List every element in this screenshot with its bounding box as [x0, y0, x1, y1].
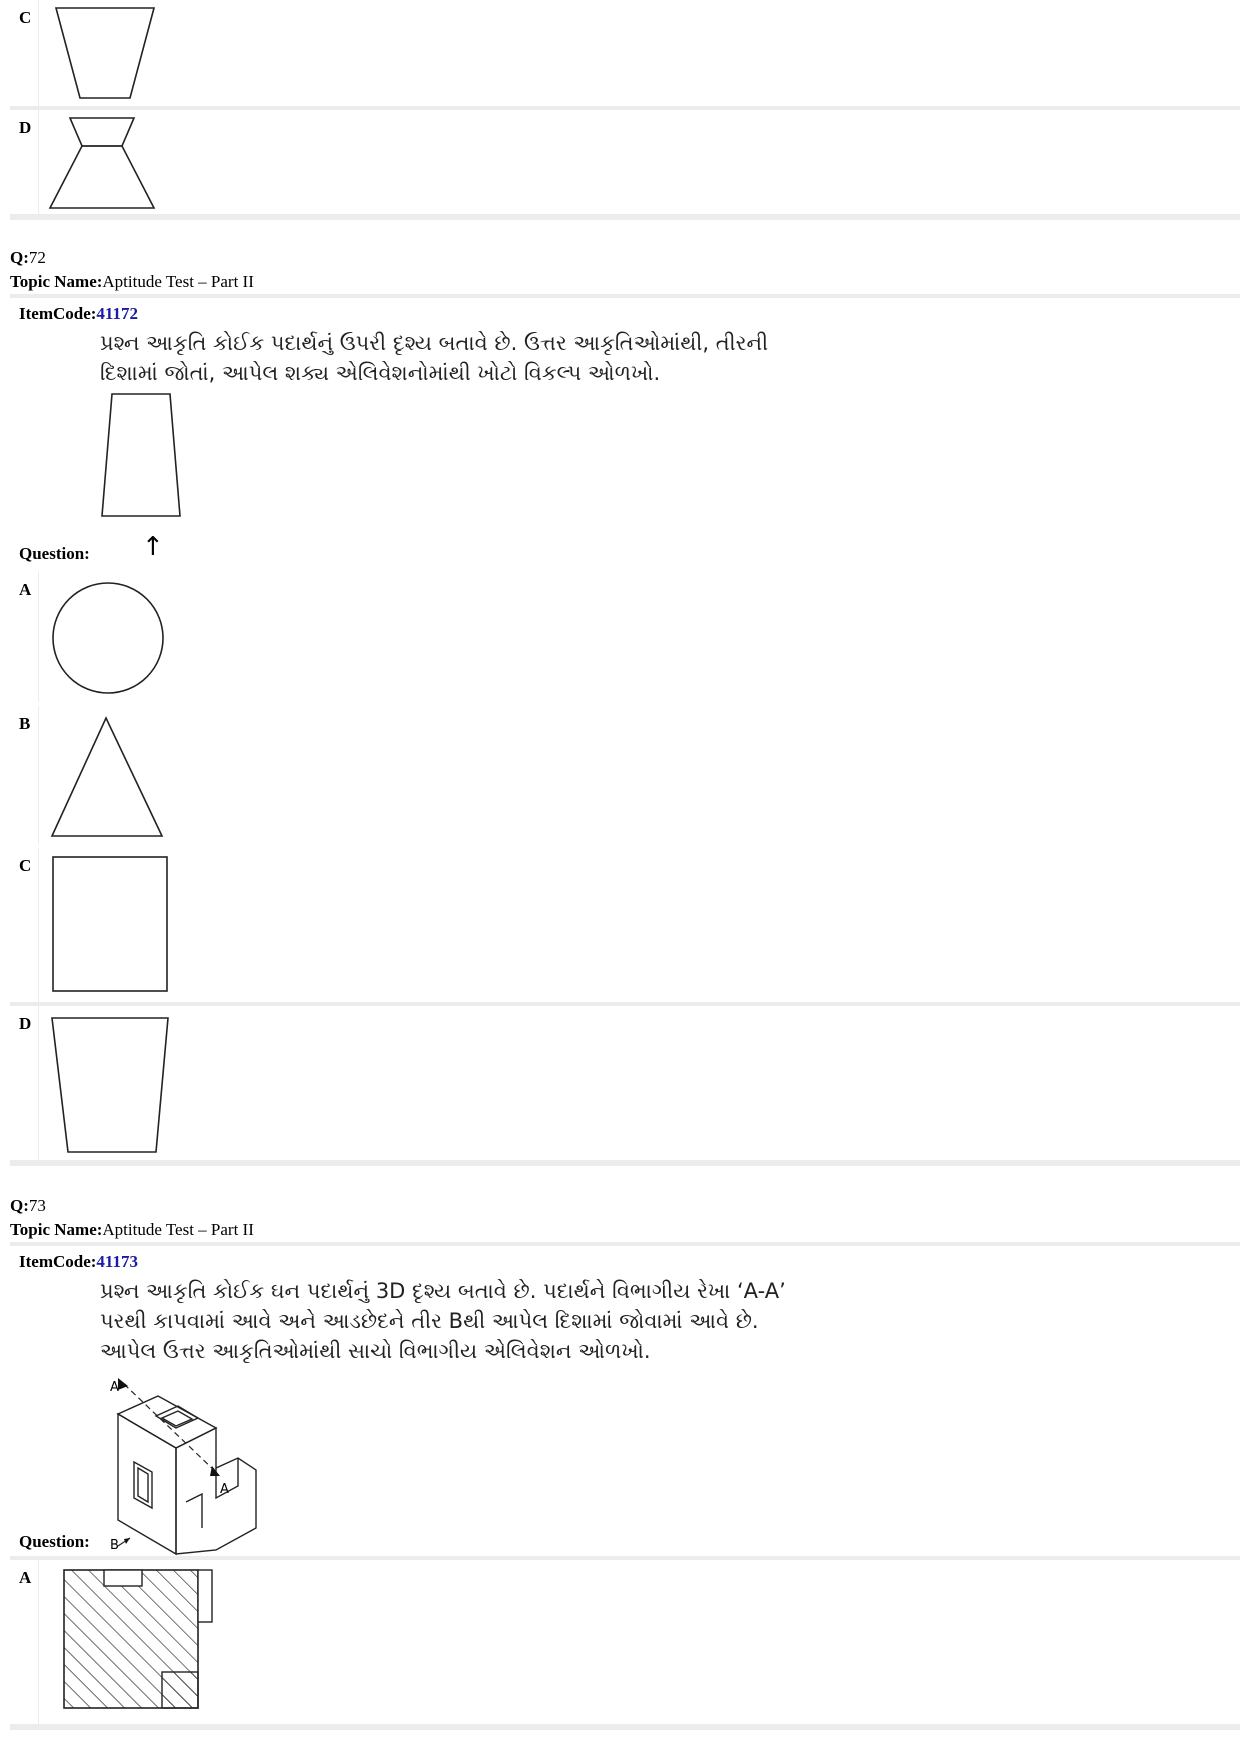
option-row-d[interactable] — [10, 1006, 1240, 1160]
top-view-trapezoid-figure — [100, 394, 200, 520]
option-label: C — [19, 8, 32, 27]
topic-line: Topic Name:Aptitude Test – Part II — [10, 272, 254, 291]
square-figure — [52, 856, 172, 996]
option-label: B — [19, 714, 31, 733]
inverted-trapezoid-figure — [50, 8, 160, 102]
option-label: A — [19, 580, 32, 599]
section-label-a-top: A — [110, 1380, 119, 1395]
question-label: Question: — [19, 544, 90, 563]
arrow-up-icon: ↑ — [142, 532, 164, 562]
prev-options-panel — [10, 0, 1240, 220]
hourglass-figure — [50, 118, 160, 212]
q72-panel — [10, 294, 1240, 1166]
isometric-3d-object-figure — [96, 1378, 296, 1558]
question-header — [10, 1194, 254, 1242]
option-row-a[interactable] — [10, 572, 1240, 702]
question-number-line: Q:72 — [10, 248, 46, 267]
option-label: A — [19, 1568, 32, 1587]
question-text: પ્રશ્ન આકૃતિ કોઈક પદાર્થનું ઉપરી દૃશ્ય બતાવે છે. ઉત્તર આકૃતિઓમાંથી, તીરની દિશામાં જોતાં, આપેલ શક્ય એલિવેશનોમાંથી ખોટો વિકલ્પ ઓળખો. — [100, 331, 769, 385]
option-label: D — [19, 1014, 32, 1033]
option-row-c[interactable] — [10, 0, 1240, 106]
circle-figure — [52, 582, 168, 698]
option-label: D — [19, 118, 32, 137]
q73-panel — [10, 1242, 1240, 1730]
inverted-trapezoid-figure — [50, 1016, 176, 1156]
option-row-c[interactable] — [10, 848, 1240, 1002]
itemcode: ItemCode:41173 — [19, 1252, 138, 1271]
section-label-a-mid: A — [220, 1482, 229, 1497]
option-row-d[interactable] — [10, 110, 1240, 214]
question-label: Question: — [19, 1532, 90, 1551]
question-row — [10, 1246, 1240, 1556]
topic-line: Topic Name:Aptitude Test – Part II — [10, 1220, 254, 1239]
option-row-a[interactable] — [10, 1560, 1240, 1724]
hatched-section-figure — [52, 1568, 212, 1714]
itemcode: ItemCode:41172 — [19, 304, 138, 323]
option-label: C — [19, 856, 32, 875]
question-number-line: Q:73 — [10, 1196, 46, 1215]
direction-label-b: B — [110, 1538, 119, 1553]
option-row-b[interactable] — [10, 706, 1240, 844]
question-text: પ્રશ્ન આકૃતિ કોઈક ઘન પદાર્થનું 3D દૃશ્ય બતાવે છે. પદાર્થને વિભાગીય રેખા ‘A-A’ પરથી કાપવામાં આવે અને આડછેદને તીર Bથી આપેલ દિશામાં જોવામાં આવે છે. આપેલ ઉત્તર આકૃતિઓમાંથી સાચો વિભાગીય એલિવેશન ઓળખો. — [100, 1279, 786, 1363]
triangle-figure — [50, 716, 166, 840]
question-header — [10, 246, 254, 294]
